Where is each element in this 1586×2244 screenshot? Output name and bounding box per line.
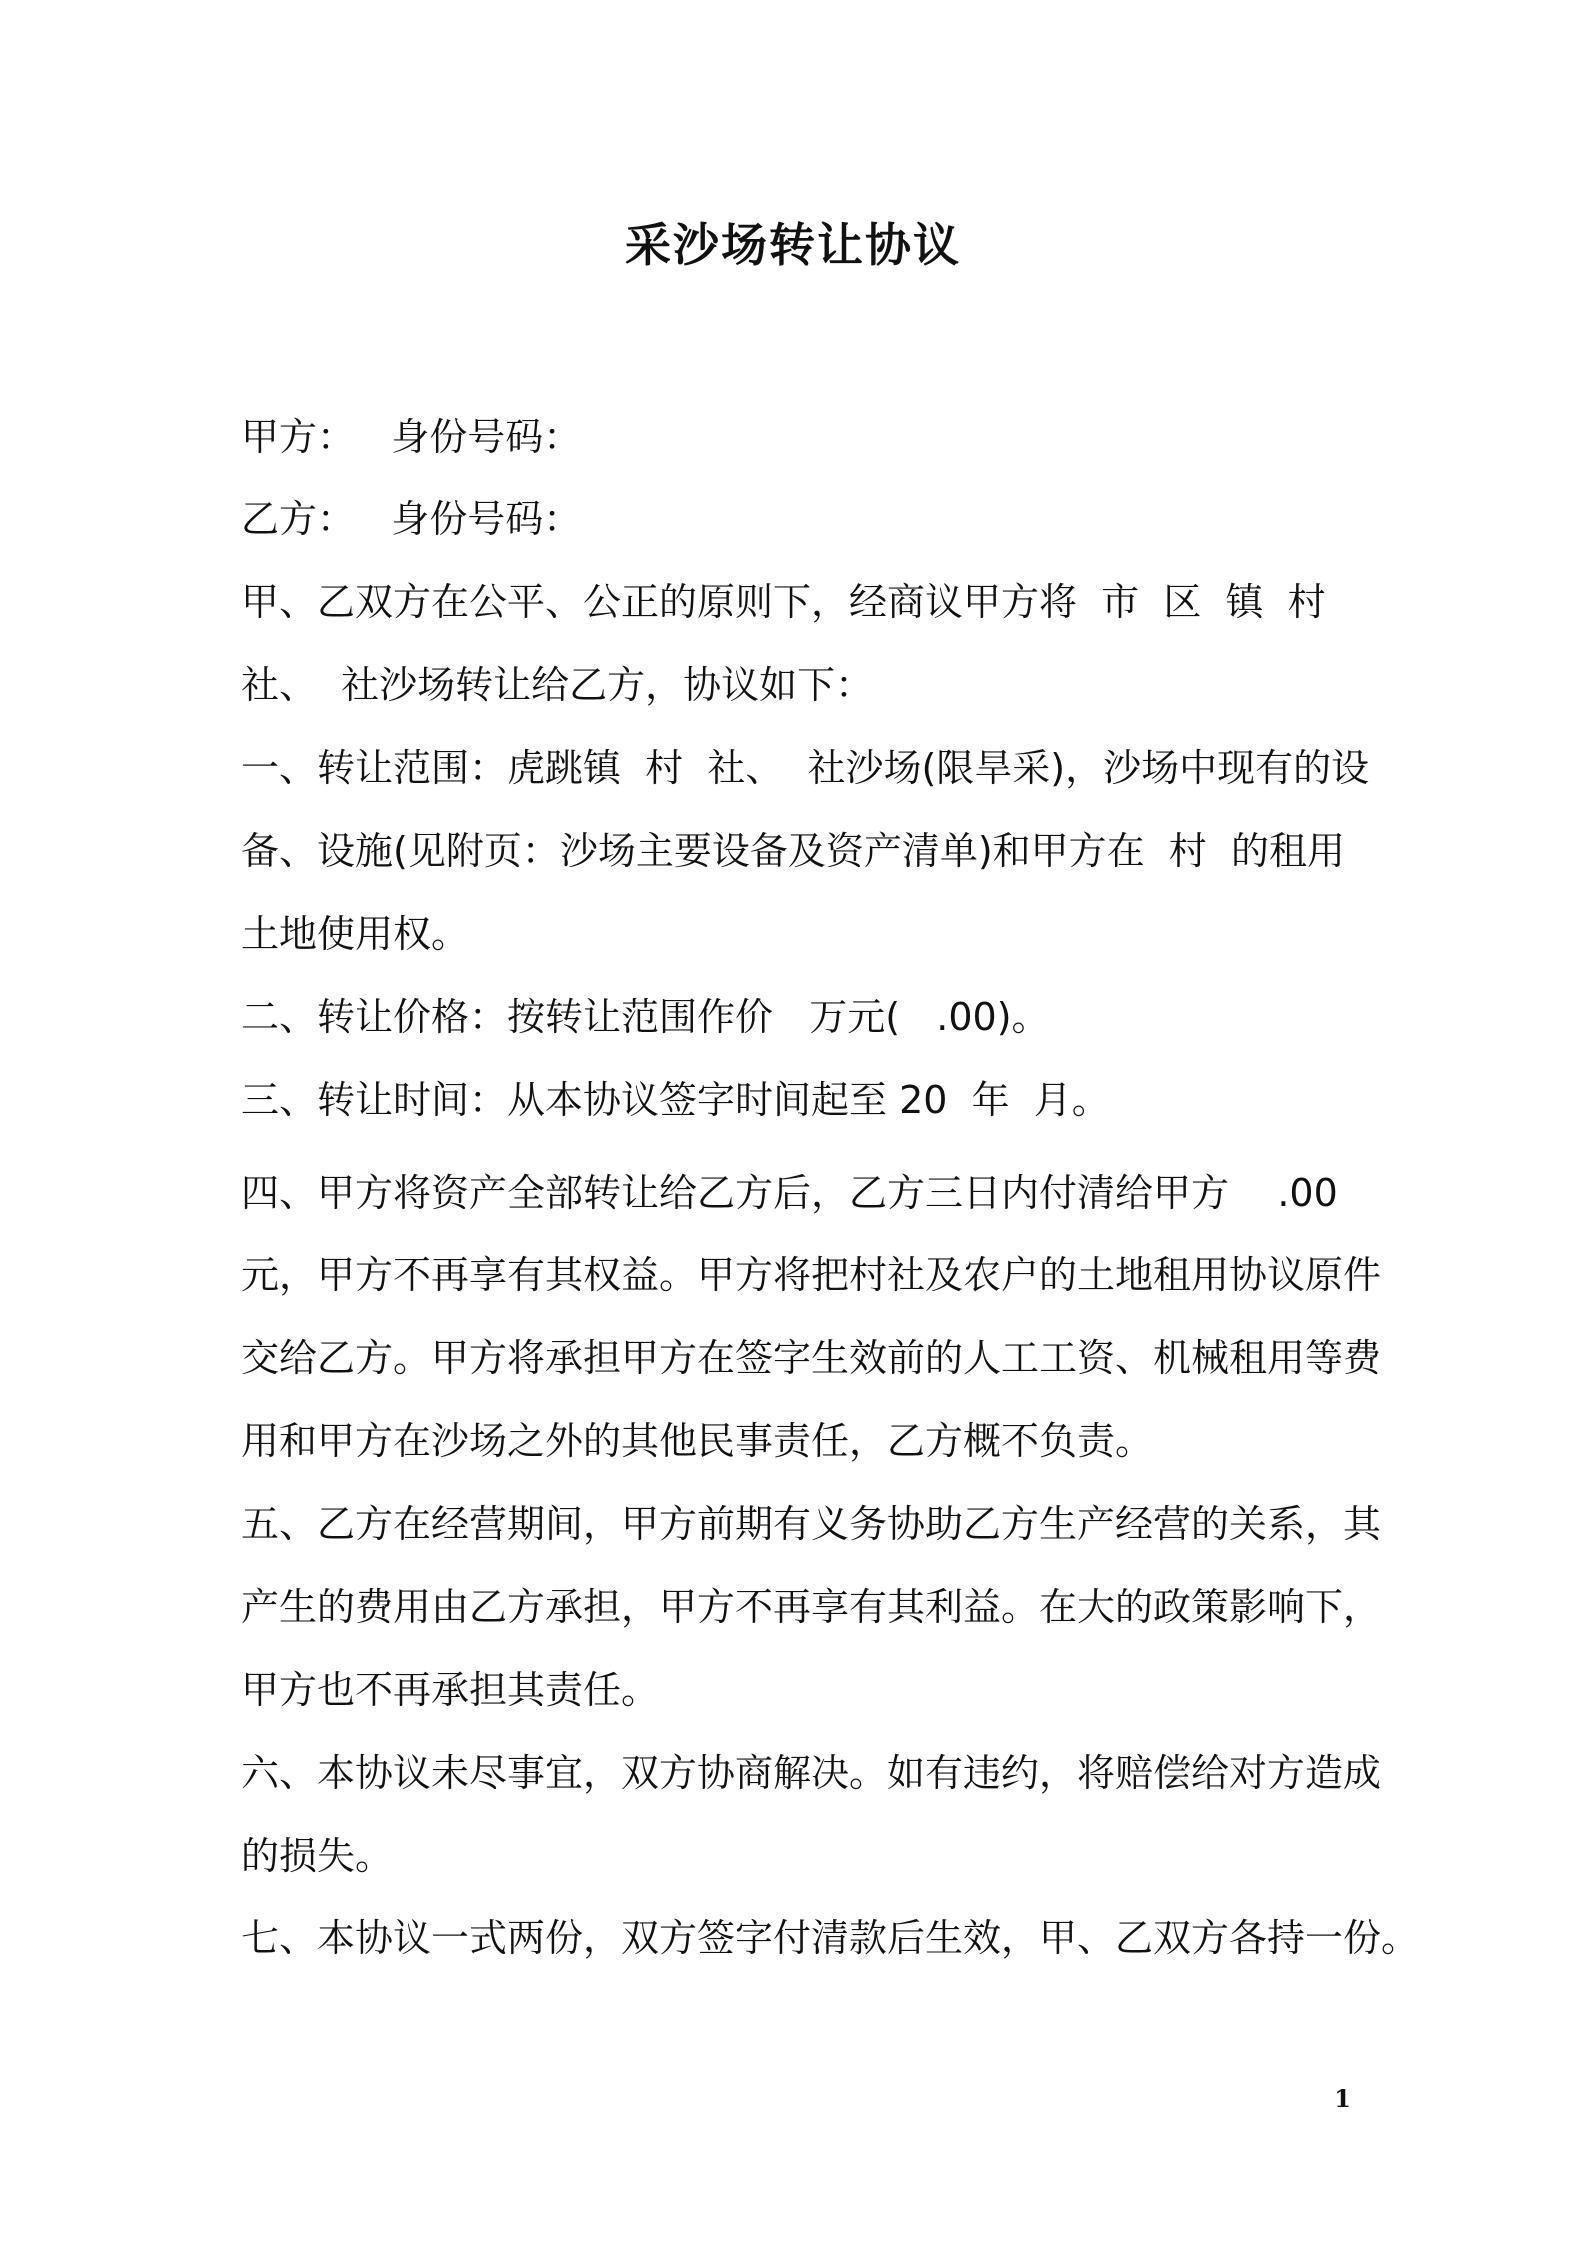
clause-2-line: 二、转让价格：按转让范围作价 万元( .00)。 <box>241 995 1050 1039</box>
party-a-line: 甲方： 身份号码： <box>241 415 582 459</box>
clause-1-line-1: 一、转让范围：虎跳镇 村 社、 社沙场(限旱采)，沙场中现有的设 <box>241 746 1370 790</box>
preamble-line-2: 社、 社沙场转让给乙方，协议如下： <box>241 663 874 707</box>
clause-4-line-2: 元，甲方不再享有其权益。甲方将把村社及农户的土地租用协议原件 <box>241 1253 1382 1297</box>
party-b-line: 乙方： 身份号码： <box>241 497 582 541</box>
clause-1-line-3: 土地使用权。 <box>241 912 470 956</box>
clause-6-line-1: 六、本协议未尽事宜，双方协商解决。如有违约，将赔偿给对方造成 <box>241 1751 1382 1795</box>
clause-7-line: 七、本协议一式两份，双方签字付清款后生效，甲、乙双方各持一份。 <box>241 1916 1420 1960</box>
clause-4-line-3: 交给乙方。甲方将承担甲方在签字生效前的人工工资、机械租用等费 <box>241 1336 1382 1380</box>
preamble-line-1: 甲、乙双方在公平、公正的原则下，经商议甲方将 市 区 镇 村 <box>241 580 1326 624</box>
clause-3-line: 三、转让时间：从本协议签字时间起至 20 年 月。 <box>241 1078 1110 1122</box>
clause-5-line-1: 五、乙方在经营期间，甲方前期有义务协助乙方生产经营的关系，其 <box>241 1502 1382 1546</box>
document-title: 采沙场转让协议 <box>625 218 961 272</box>
clause-4-line-1: 四、甲方将资产全部转让给乙方后，乙方三日内付清给甲方 .00 <box>241 1171 1338 1215</box>
clause-1-line-2: 备、设施(见附页：沙场主要设备及资产清单)和甲方在 村 的租用 <box>241 829 1345 873</box>
clause-6-line-2: 的损失。 <box>241 1834 394 1878</box>
page-number: 1 <box>1334 2084 1351 2113</box>
clause-5-line-3: 甲方也不再承担其责任。 <box>241 1668 660 1712</box>
clause-4-line-4: 用和甲方在沙场之外的其他民事责任，乙方概不负责。 <box>241 1419 1154 1463</box>
clause-5-line-2: 产生的费用由乙方承担，甲方不再享有其利益。在大的政策影响下， <box>241 1585 1382 1629</box>
